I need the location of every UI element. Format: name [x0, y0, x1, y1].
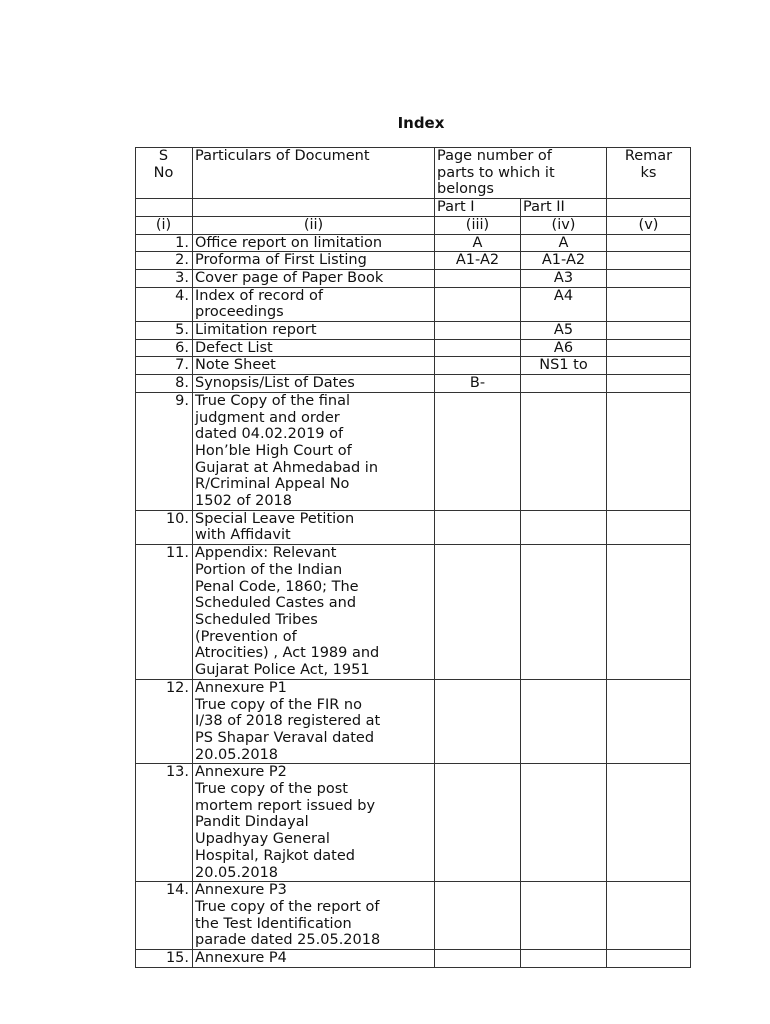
index-table — [135, 147, 691, 968]
row-part1 — [435, 357, 521, 375]
row-particulars: Cover page of Paper Book — [193, 269, 435, 287]
row-particulars: Limitation report — [193, 322, 435, 340]
row-part2 — [521, 545, 607, 680]
row-particulars: Special Leave Petition with Affidavit — [193, 510, 435, 544]
row-part1 — [435, 950, 521, 968]
roman-5: (v) — [607, 216, 691, 234]
row-remarks — [607, 322, 691, 340]
row-part1 — [435, 882, 521, 950]
table-header-row — [136, 148, 691, 199]
row-particulars: Appendix: Relevant Portion of the Indian Penal Code, 1860; The Scheduled Castes and Scheduled Tribes (Prevention of Atrocities) , Act 1989 and Gujarat Police Act, 1951 — [193, 545, 435, 680]
row-particulars: Annexure P1 True copy of the FIR no I/38 of 2018 registered at PS Shapar Veraval dated 20.05.2018 — [193, 679, 435, 764]
header-part2: Part II — [521, 199, 607, 217]
row-sno: 9. — [136, 392, 193, 510]
row-part1 — [435, 339, 521, 357]
subheader-empty-5 — [607, 199, 691, 217]
row-remarks — [607, 357, 691, 375]
row-remarks — [607, 545, 691, 680]
row-part1 — [435, 269, 521, 287]
table-row — [136, 234, 691, 252]
row-part2 — [521, 392, 607, 510]
row-sno: 4. — [136, 287, 193, 321]
row-part1 — [435, 679, 521, 764]
table-row — [136, 287, 691, 321]
row-sno: 12. — [136, 679, 193, 764]
row-remarks — [607, 234, 691, 252]
row-sno: 13. — [136, 764, 193, 882]
table-row — [136, 510, 691, 544]
row-part2: A1-A2 — [521, 252, 607, 270]
table-row — [136, 764, 691, 882]
row-remarks — [607, 252, 691, 270]
row-sno: 6. — [136, 339, 193, 357]
row-part1 — [435, 392, 521, 510]
row-sno: 1. — [136, 234, 193, 252]
row-remarks — [607, 882, 691, 950]
row-part1 — [435, 764, 521, 882]
row-particulars: Annexure P4 — [193, 950, 435, 968]
row-part1: A1-A2 — [435, 252, 521, 270]
row-part2 — [521, 375, 607, 393]
table-row — [136, 545, 691, 680]
table-row — [136, 950, 691, 968]
row-part2: A6 — [521, 339, 607, 357]
row-sno: 2. — [136, 252, 193, 270]
row-sno: 3. — [136, 269, 193, 287]
table-subheader-row — [136, 199, 691, 217]
row-sno: 11. — [136, 545, 193, 680]
table-row — [136, 252, 691, 270]
table-row — [136, 339, 691, 357]
row-part2: A — [521, 234, 607, 252]
row-remarks — [607, 375, 691, 393]
header-particulars: Particulars of Document — [193, 148, 435, 199]
page-title: Index — [397, 114, 445, 132]
row-part2: A5 — [521, 322, 607, 340]
row-part2: NS1 to — [521, 357, 607, 375]
row-part2 — [521, 882, 607, 950]
roman-1: (i) — [136, 216, 193, 234]
row-sno: 8. — [136, 375, 193, 393]
row-sno: 15. — [136, 950, 193, 968]
table-row — [136, 679, 691, 764]
table-row — [136, 322, 691, 340]
row-part1: A — [435, 234, 521, 252]
row-part2 — [521, 764, 607, 882]
header-page-number: Page number of parts to which it belongs — [435, 148, 607, 199]
row-remarks — [607, 950, 691, 968]
row-remarks — [607, 679, 691, 764]
row-part2: A4 — [521, 287, 607, 321]
row-sno: 5. — [136, 322, 193, 340]
header-remarks: Remar ks — [607, 148, 691, 199]
row-part2: A3 — [521, 269, 607, 287]
row-remarks — [607, 339, 691, 357]
row-particulars: Annexure P3 True copy of the report of the Test Identification parade dated 25.05.2018 — [193, 882, 435, 950]
row-part1: B- — [435, 375, 521, 393]
row-particulars: Proforma of First Listing — [193, 252, 435, 270]
table-roman-row — [136, 216, 691, 234]
row-particulars: Office report on limitation — [193, 234, 435, 252]
row-part2 — [521, 950, 607, 968]
row-part1 — [435, 510, 521, 544]
row-particulars: Defect List — [193, 339, 435, 357]
subheader-empty-1 — [136, 199, 193, 217]
table-row — [136, 882, 691, 950]
table-row — [136, 357, 691, 375]
row-part2 — [521, 679, 607, 764]
row-part1 — [435, 322, 521, 340]
row-particulars: Index of record of proceedings — [193, 287, 435, 321]
row-part1 — [435, 545, 521, 680]
table-row — [136, 392, 691, 510]
row-remarks — [607, 764, 691, 882]
roman-4: (iv) — [521, 216, 607, 234]
roman-3: (iii) — [435, 216, 521, 234]
row-particulars: True Copy of the final judgment and order dated 04.02.2019 of Hon’ble High Court of Gujarat at Ahmedabad in R/Criminal Appeal No 1502 of 2018 — [193, 392, 435, 510]
roman-2: (ii) — [193, 216, 435, 234]
row-sno: 7. — [136, 357, 193, 375]
row-part1 — [435, 287, 521, 321]
header-sno: S No — [136, 148, 193, 199]
table-row — [136, 375, 691, 393]
row-remarks — [607, 392, 691, 510]
row-sno: 14. — [136, 882, 193, 950]
header-part1: Part I — [435, 199, 521, 217]
row-remarks — [607, 510, 691, 544]
row-particulars: Synopsis/List of Dates — [193, 375, 435, 393]
row-remarks — [607, 287, 691, 321]
table-row — [136, 269, 691, 287]
row-particulars: Note Sheet — [193, 357, 435, 375]
row-remarks — [607, 269, 691, 287]
row-sno: 10. — [136, 510, 193, 544]
subheader-empty-2 — [193, 199, 435, 217]
row-part2 — [521, 510, 607, 544]
row-particulars: Annexure P2 True copy of the post mortem report issued by Pandit Dindayal Upadhyay General Hospital, Rajkot dated 20.05.2018 — [193, 764, 435, 882]
